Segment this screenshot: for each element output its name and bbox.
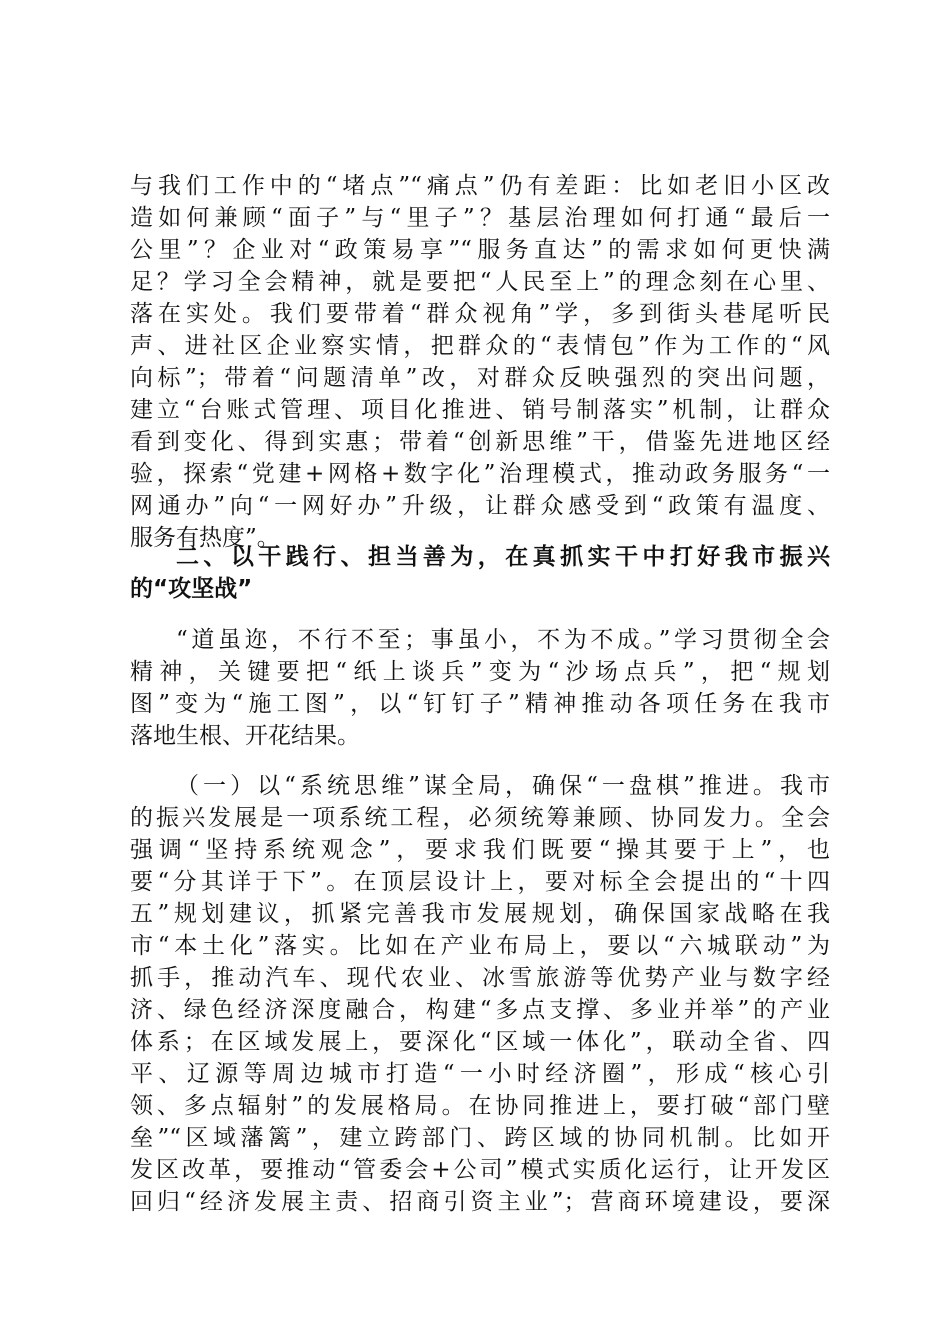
paragraph-3-line: 平、辽源等周边城市打造“一小时经济圈”，形成“核心引 xyxy=(130,1061,830,1087)
paragraph-1-line: 造如何兼顾“面子”与“里子”？基层治理如何打通“最后一 xyxy=(130,205,830,231)
paragraph-1-line: 网通办”向“一网好办”升级，让群众感受到“政策有温度、 xyxy=(130,493,830,519)
paragraph-1-line: 建立“台账式管理、项目化推进、销号制落实”机制，让群众 xyxy=(130,397,830,423)
paragraph-1-line: 声、进社区企业察实情，把群众的“表情包”作为工作的“风 xyxy=(130,333,830,359)
paragraph-3-line: 强调“坚持系统观念”，要求我们既要“操其要于上”，也 xyxy=(130,837,830,863)
paragraph-3-line: 的振兴发展是一项系统工程，必须统筹兼顾、协同发力。全会 xyxy=(130,805,830,831)
paragraph-2-line: 图”变为“施工图”，以“钉钉子”精神推动各项任务在我市 xyxy=(130,691,830,717)
paragraph-3-line: 要“分其详于下”。在顶层设计上，要对标全会提出的“十四 xyxy=(130,869,830,895)
paragraph-1-line: 看到变化、得到实惠；带着“创新思维”干，借鉴先进地区经 xyxy=(130,429,830,455)
paragraph-3-line: 垒”“区域藩篱”，建立跨部门、跨区域的协同机制。比如开 xyxy=(130,1125,830,1151)
paragraph-1-line: 公里”？企业对“政策易享”“服务直达”的需求如何更快满 xyxy=(130,237,830,263)
paragraph-3-line: （一）以“系统思维”谋全局，确保“一盘棋”推进。我市 xyxy=(176,773,830,799)
paragraph-3-line: 回归“经济发展主责、招商引资主业”；营商环境建设，要深 xyxy=(130,1189,830,1215)
paragraph-3-line: 济、绿色经济深度融合，构建“多点支撑、多业并举”的产业 xyxy=(130,997,830,1023)
paragraph-1-line: 落在实处。我们要带着“群众视角”学，多到街头巷尾听民 xyxy=(130,301,830,327)
paragraph-3-line: 领、多点辐射”的发展格局。在协同推进上，要打破“部门壁 xyxy=(130,1093,830,1119)
paragraph-1-line: 足？学习全会精神，就是要把“人民至上”的理念刻在心里、 xyxy=(130,269,830,295)
paragraph-3-line: 市“本土化”落实。比如在产业布局上，要以“六城联动”为 xyxy=(130,933,830,959)
section-heading: 二、以干践行、担当善为，在真抓实干中打好我市振兴 xyxy=(176,544,830,570)
paragraph-3-line: 五”规划建议，抓紧完善我市发展规划，确保国家战略在我 xyxy=(130,901,830,927)
paragraph-3-line: 抓手，推动汽车、现代农业、冰雪旅游等优势产业与数字经 xyxy=(130,965,830,991)
paragraph-1-line: 与我们工作中的“堵点”“痛点”仍有差距：比如老旧小区改 xyxy=(130,173,830,199)
paragraph-2-line: “道虽迩，不行不至；事虽小，不为不成。”学习贯彻全会 xyxy=(176,627,830,653)
paragraph-1-line: 向标”；带着“问题清单”改，对群众反映强烈的突出问题， xyxy=(130,365,830,391)
paragraph-3-line: 发区改革，要推动“管委会+公司”模式实质化运行，让开发区 xyxy=(130,1157,830,1183)
paragraph-1-line: 服务有热度”。 xyxy=(130,525,280,551)
paragraph-1-line: 验，探索“党建+网格+数字化”治理模式，推动政务服务“一 xyxy=(130,461,830,487)
paragraph-2-line: 精神，关键要把“纸上谈兵”变为“沙场点兵”，把“规划 xyxy=(130,659,830,685)
paragraph-2-line: 落地生根、开花结果。 xyxy=(130,723,360,749)
section-heading: 的“攻坚战” xyxy=(130,576,253,602)
paragraph-3-line: 体系；在区域发展上，要深化“区域一体化”，联动全省、四 xyxy=(130,1029,830,1055)
